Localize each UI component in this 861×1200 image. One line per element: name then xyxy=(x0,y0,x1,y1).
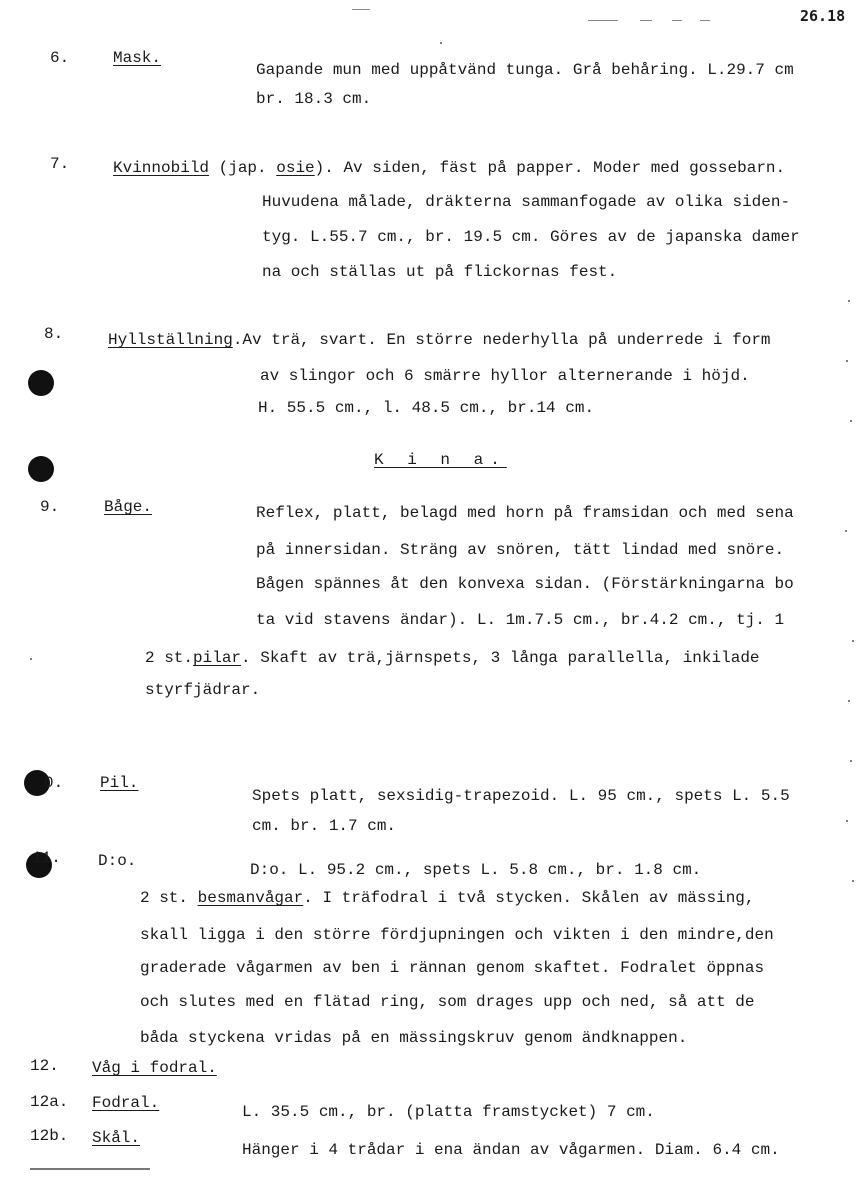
entry-line: tyg. L.55.7 cm., br. 19.5 cm. Göres av de japanska damer xyxy=(262,228,800,246)
scan-speck xyxy=(848,700,850,702)
sub-entry-title: besmanvågar xyxy=(197,889,304,907)
entry-title-rest: (jap. xyxy=(209,159,277,177)
sub-entry-rest: . Skaft av trä,järnspets, 3 långa parallella, inkilade xyxy=(241,649,760,667)
entry-line: Spets platt, sexsidig-trapezoid. L. 95 cm., spets L. 5.5 xyxy=(252,787,790,805)
header-mark xyxy=(588,20,618,21)
entry-line: D:o. L. 95.2 cm., spets L. 5.8 cm., br. 1.8 cm. xyxy=(250,861,702,879)
entry-title-rest: .Av trä, svart. En större nederhylla på underrede i form xyxy=(232,331,771,349)
header-mark xyxy=(640,20,652,21)
entry-number: 6. xyxy=(50,49,70,67)
entry-line: L. 35.5 cm., br. (platta framstycket) 7 cm. xyxy=(242,1103,655,1121)
scan-speck xyxy=(852,880,854,882)
entry-heading-line xyxy=(113,158,785,178)
sub-entry-line: skall ligga i den större fördjupningen och vikten i den mindre,den xyxy=(140,926,774,944)
sub-entry-line: och slutes med en flätad ring, som drages upp och ned, så att de xyxy=(140,993,755,1011)
entry-line: Hänger i 4 trådar i ena ändan av vågarmen. Diam. 6.4 cm. xyxy=(242,1141,780,1159)
entry-line: Gapande mun med uppåtvänd tunga. Grå behåring. L.29.7 cm xyxy=(256,61,794,79)
entry-title: Hyllställning xyxy=(108,331,233,349)
binder-hole xyxy=(28,456,54,482)
header-mark xyxy=(672,20,682,21)
entry-line: br. 18.3 cm. xyxy=(256,90,372,108)
entry-title: Fodral. xyxy=(92,1094,160,1112)
entry-title-end: ). Av siden, fäst på papper. Moder med gossebarn. xyxy=(314,159,786,177)
sub-entry-title: pilar xyxy=(193,649,242,667)
entry-number: 7. xyxy=(50,155,70,173)
entry-line: på innersidan. Sträng av snören, tätt lindad med snöre. xyxy=(256,541,785,559)
entry-line: na och ställas ut på flickornas fest. xyxy=(262,263,618,281)
entry-title: Båge. xyxy=(104,498,153,516)
entry-number: 12. xyxy=(30,1057,59,1075)
header-mark xyxy=(700,20,710,21)
scan-speck xyxy=(845,530,847,532)
entry-line: av slingor och 6 smärre hyllor alternerande i höjd. xyxy=(260,367,750,385)
entry-line: Huvudena målade, dräkterna sammanfogade av olika siden- xyxy=(262,193,791,211)
scan-speck xyxy=(850,760,852,762)
entry-line: ta vid stavens ändar). L. 1m.7.5 cm., br.4.2 cm., tj. 1 xyxy=(256,611,785,629)
entry-line: H. 55.5 cm., l. 48.5 cm., br.14 cm. xyxy=(258,399,595,417)
scan-speck xyxy=(30,658,32,660)
entry-title: Skål. xyxy=(92,1129,141,1147)
sub-entry-line: båda styckena vridas på en mässingskruv genom ändknappen. xyxy=(140,1029,688,1047)
sub-entry-prefix: 2 st. xyxy=(145,649,194,667)
sub-entry-rest: . I träfodral i två stycken. Skålen av mässing, xyxy=(303,889,755,907)
section-heading: K i n a. xyxy=(374,451,507,469)
entry-number: 9. xyxy=(40,498,60,516)
sub-entry-line: styrfjädrar. xyxy=(145,681,261,699)
entry-title: Mask. xyxy=(113,49,162,67)
entry-number: 8. xyxy=(44,325,64,343)
scan-speck xyxy=(850,420,852,422)
scan-speck xyxy=(440,42,442,44)
scan-speck xyxy=(846,360,848,362)
scan-speck xyxy=(852,640,854,642)
entry-line: Bågen spännes åt den konvexa sidan. (Förstärkningarna bo xyxy=(256,575,794,593)
entry-line: cm. br. 1.7 cm. xyxy=(252,817,397,835)
entry-title: Kvinnobild xyxy=(113,159,210,177)
sub-entry-prefix: 2 st. xyxy=(140,889,198,907)
entry-title: Våg i fodral. xyxy=(92,1059,217,1077)
sub-entry-line: graderade vågarmen av ben i rännan genom skaftet. Fodralet öppnas xyxy=(140,959,765,977)
sub-entry-line xyxy=(145,648,760,668)
cut-off-line xyxy=(30,1168,150,1170)
entry-title: Pil. xyxy=(100,774,139,792)
entry-line: Reflex, platt, belagd med horn på framsidan och med sena xyxy=(256,504,794,522)
entry-heading-line xyxy=(108,330,771,350)
scan-speck xyxy=(846,820,848,822)
entry-number: 11. xyxy=(32,849,61,867)
sub-entry-line xyxy=(140,888,755,908)
entry-number: 12a. xyxy=(30,1093,69,1111)
page-number: 26.18 xyxy=(800,7,846,25)
scan-speck xyxy=(848,300,850,302)
header-mark xyxy=(352,9,370,10)
entry-number: 0. xyxy=(44,774,64,792)
entry-title-term: osie xyxy=(276,159,315,177)
entry-number: 12b. xyxy=(30,1127,69,1145)
entry-title: D:o. xyxy=(98,852,137,870)
binder-hole xyxy=(28,370,54,396)
